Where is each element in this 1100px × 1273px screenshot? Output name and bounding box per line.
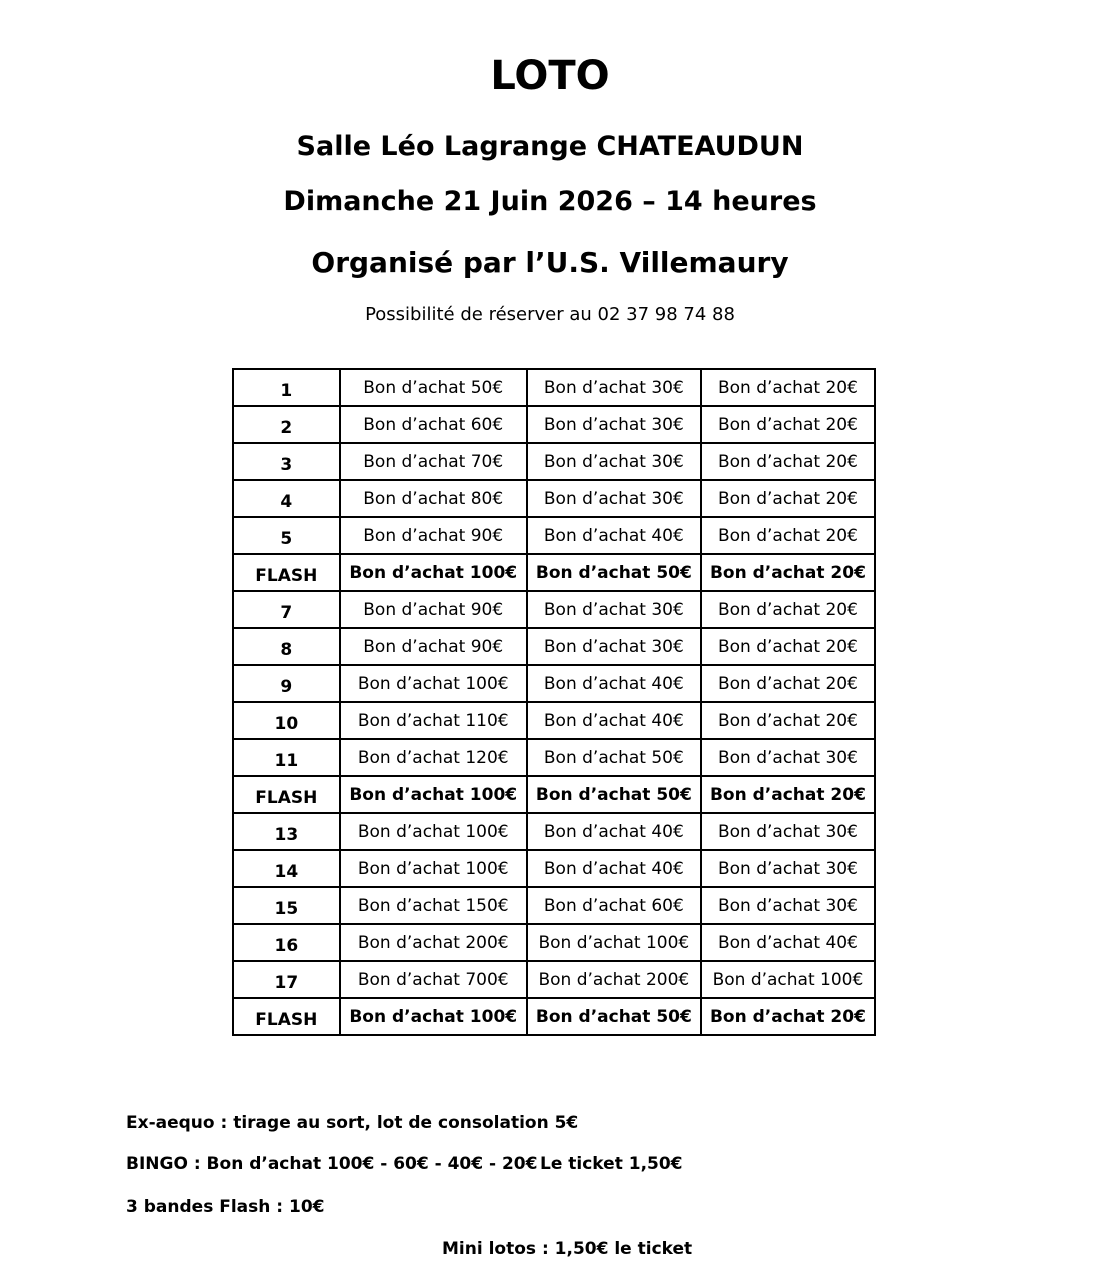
organizer-heading: Organisé par l’U.S. Villemaury <box>311 246 789 279</box>
third-prize-cell: Bon d’achat 20€ <box>701 665 875 702</box>
table-row <box>233 369 875 406</box>
table-row <box>233 702 875 739</box>
table-row <box>233 517 875 554</box>
third-prize-cell: Bon d’achat 20€ <box>701 628 875 665</box>
second-prize-cell: Bon d’achat 200€ <box>527 961 701 998</box>
first-prize-cell: Bon d’achat 100€ <box>340 776 527 813</box>
first-prize-cell: Bon d’achat 90€ <box>340 591 527 628</box>
game-number-cell: 5 <box>233 517 340 554</box>
second-prize-cell: Bon d’achat 50€ <box>527 776 701 813</box>
third-prize-cell: Bon d’achat 20€ <box>701 406 875 443</box>
third-prize-cell: Bon d’achat 20€ <box>701 369 875 406</box>
table-row <box>233 480 875 517</box>
second-prize-cell: Bon d’achat 100€ <box>527 924 701 961</box>
table-row <box>233 591 875 628</box>
table-row <box>233 887 875 924</box>
table-row <box>233 665 875 702</box>
exaequo-note: Ex-aequo : tirage au sort, lot de consolation 5€ <box>126 1113 579 1133</box>
game-number-cell: 17 <box>233 961 340 998</box>
third-prize-cell: Bon d’achat 20€ <box>701 998 875 1035</box>
third-prize-cell: Bon d’achat 100€ <box>701 961 875 998</box>
second-prize-cell: Bon d’achat 60€ <box>527 887 701 924</box>
table-row <box>233 628 875 665</box>
game-number-cell: 7 <box>233 591 340 628</box>
first-prize-cell: Bon d’achat 80€ <box>340 480 527 517</box>
second-prize-cell: Bon d’achat 40€ <box>527 850 701 887</box>
first-prize-cell: Bon d’achat 70€ <box>340 443 527 480</box>
third-prize-cell: Bon d’achat 20€ <box>701 480 875 517</box>
first-prize-cell: Bon d’achat 120€ <box>340 739 527 776</box>
game-number-cell: 16 <box>233 924 340 961</box>
game-number-cell: 11 <box>233 739 340 776</box>
first-prize-cell: Bon d’achat 100€ <box>340 850 527 887</box>
game-number-cell: FLASH <box>233 554 340 591</box>
third-prize-cell: Bon d’achat 20€ <box>701 554 875 591</box>
second-prize-cell: Bon d’achat 30€ <box>527 369 701 406</box>
game-number-cell: 10 <box>233 702 340 739</box>
table-row <box>233 776 875 813</box>
first-prize-cell: Bon d’achat 100€ <box>340 998 527 1035</box>
table-row <box>233 924 875 961</box>
first-prize-cell: Bon d’achat 100€ <box>340 554 527 591</box>
game-number-cell: 9 <box>233 665 340 702</box>
first-prize-cell: Bon d’achat 60€ <box>340 406 527 443</box>
second-prize-cell: Bon d’achat 40€ <box>527 665 701 702</box>
game-number-cell: 4 <box>233 480 340 517</box>
table-row <box>233 739 875 776</box>
second-prize-cell: Bon d’achat 30€ <box>527 406 701 443</box>
second-prize-cell: Bon d’achat 50€ <box>527 554 701 591</box>
second-prize-cell: Bon d’achat 30€ <box>527 480 701 517</box>
third-prize-cell: Bon d’achat 20€ <box>701 776 875 813</box>
bingo-note: BINGO : Bon d’achat 100€ - 60€ - 40€ - 20€ <box>126 1154 538 1174</box>
second-prize-cell: Bon d’achat 40€ <box>527 517 701 554</box>
first-prize-cell: Bon d’achat 150€ <box>340 887 527 924</box>
venue-heading: Salle Léo Lagrange CHATEAUDUN <box>296 131 804 162</box>
third-prize-cell: Bon d’achat 30€ <box>701 850 875 887</box>
page-title: LOTO <box>490 53 610 99</box>
game-number-cell: 8 <box>233 628 340 665</box>
first-prize-cell: Bon d’achat 50€ <box>340 369 527 406</box>
third-prize-cell: Bon d’achat 20€ <box>701 517 875 554</box>
prize-table-body <box>233 369 875 1035</box>
third-prize-cell: Bon d’achat 30€ <box>701 887 875 924</box>
first-prize-cell: Bon d’achat 90€ <box>340 628 527 665</box>
first-prize-cell: Bon d’achat 100€ <box>340 813 527 850</box>
game-number-cell: 13 <box>233 813 340 850</box>
game-number-cell: FLASH <box>233 776 340 813</box>
second-prize-cell: Bon d’achat 40€ <box>527 813 701 850</box>
mini-lotos-note: Mini lotos : 1,50€ le ticket <box>442 1239 693 1259</box>
first-prize-cell: Bon d’achat 90€ <box>340 517 527 554</box>
second-prize-cell: Bon d’achat 50€ <box>527 998 701 1035</box>
game-number-cell: 15 <box>233 887 340 924</box>
first-prize-cell: Bon d’achat 100€ <box>340 665 527 702</box>
table-row <box>233 406 875 443</box>
third-prize-cell: Bon d’achat 30€ <box>701 813 875 850</box>
reservation-note: Possibilité de réserver au 02 37 98 74 88 <box>365 304 735 325</box>
third-prize-cell: Bon d’achat 20€ <box>701 443 875 480</box>
first-prize-cell: Bon d’achat 110€ <box>340 702 527 739</box>
bingo-ticket-price: Le ticket 1,50€ <box>540 1154 683 1174</box>
third-prize-cell: Bon d’achat 40€ <box>701 924 875 961</box>
first-prize-cell: Bon d’achat 700€ <box>340 961 527 998</box>
date-heading: Dimanche 21 Juin 2026 – 14 heures <box>283 186 817 217</box>
flash-bands-note: 3 bandes Flash : 10€ <box>126 1197 325 1217</box>
third-prize-cell: Bon d’achat 20€ <box>701 702 875 739</box>
table-row <box>233 443 875 480</box>
table-row <box>233 554 875 591</box>
table-row <box>233 961 875 998</box>
table-row <box>233 998 875 1035</box>
game-number-cell: 2 <box>233 406 340 443</box>
game-number-cell: 1 <box>233 369 340 406</box>
game-number-cell: 3 <box>233 443 340 480</box>
third-prize-cell: Bon d’achat 30€ <box>701 739 875 776</box>
third-prize-cell: Bon d’achat 20€ <box>701 591 875 628</box>
second-prize-cell: Bon d’achat 30€ <box>527 443 701 480</box>
table-row <box>233 813 875 850</box>
second-prize-cell: Bon d’achat 30€ <box>527 591 701 628</box>
second-prize-cell: Bon d’achat 40€ <box>527 702 701 739</box>
second-prize-cell: Bon d’achat 50€ <box>527 739 701 776</box>
game-number-cell: 14 <box>233 850 340 887</box>
second-prize-cell: Bon d’achat 30€ <box>527 628 701 665</box>
prize-table <box>232 368 876 1036</box>
game-number-cell: FLASH <box>233 998 340 1035</box>
table-row <box>233 850 875 887</box>
first-prize-cell: Bon d’achat 200€ <box>340 924 527 961</box>
